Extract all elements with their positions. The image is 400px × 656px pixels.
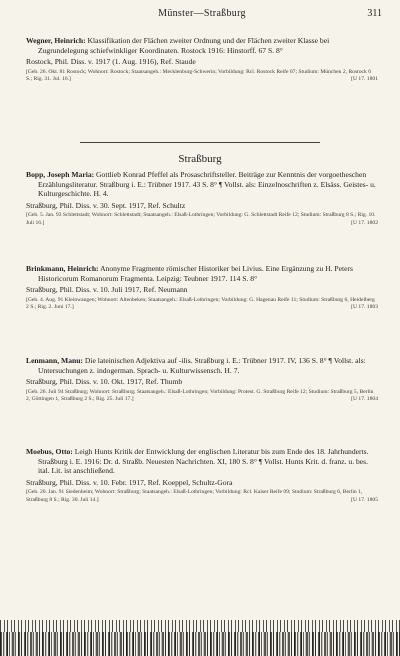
page-number: 311 bbox=[367, 8, 382, 19]
entry-biographical-info bbox=[26, 489, 378, 503]
entry-author: Lenmann, Manu: bbox=[26, 356, 83, 365]
entry-info-text: [Geb. 20. Jan. 91 Siedenheim; Wohnort: Straßburg; Staatsangeh.: Elsaß-Lothringen; Vorbildung: Rcl. Kaiser Reife 09; Studium: Straßburg 6, Berlin 1, Straßburg 8 S.; Rig. 30. Juli 14.] bbox=[26, 489, 363, 503]
entry-title: Leigh Hunts Kritik der Entwicklung der englischen Literatur bis zum Ende des 18. Jahrhunderts. Straßburg i. E. 1916: Dr. d. Straßb. Neuesten Nachrichten. XI, 180 S. 8° ¶ Vollst. Hunts Krit. d. franz. u. bes. ital. Lit. ist anschließend. bbox=[38, 447, 369, 476]
entry-title: Anonyme Fragmente römischer Historiker bei Livius. Eine Ergänzung zu H. Peters Historicorum Romanorum Fragmenta. Leipzig: Teubner 1917. 114 S. 8° bbox=[38, 264, 353, 283]
entry-author: Bopp, Joseph Maria: bbox=[26, 170, 95, 179]
entry-info-text: [Geb. 4. Aug. 91 Kleinwangen; Wohnort: Altenbeken; Staatsangeh.: Elsaß-Lothringen; Vorbildung: G. Hagenau Reife 11; Studium: Straßburg 6, Heidelberg 2 S.; Rig. 2. Juni 17.] bbox=[26, 296, 375, 310]
entry-title: Gottlieb Konrad Pfeffel als Prosaschriftsteller. Beiträge zur Kenntnis der vorgoetheschen Erzählungsliteratur. Straßburg i. E.: Trübner 1917. 43 S. 8° ¶ Vollst. als: Einzelnoschriften z. Elsäss. Geistes- u. Kulturgeschichte. H. 4. bbox=[38, 170, 376, 199]
entry-info-text: [Geb. 5. Jan. 93 Schlettstadt; Wohnort: Schlettstadt; Staatsangeh.: Elsaß-Lothringen; Vorbildung: G. Schlettstadt Reife 12; Studium: Straßburg 8 S.; Rig. 10. Juli 16.] bbox=[26, 212, 376, 226]
entry-dissertation: Rostock, Phil. Diss. v. 1917 (1. Aug. 1916), Ref. Staude bbox=[26, 57, 196, 67]
entry-info-text: [Geb. 26. Juli 94 Straßburg; Wohnort: Straßburg; Staatsangeh.: Elsaß-Lothringen; Vorbildung: Protest. G. Straßburg Reife 12; Studium: Straßburg 5, Berlin 2, Göttingen 1, Straßburg 2 S.; Rig. 25. Juli 17.] bbox=[26, 388, 374, 402]
entry-dissertation: Straßburg, Phil. Diss. v. 10. Febr. 1917, Ref. Koeppel, Schultz-Gora bbox=[26, 477, 233, 487]
bibliography-entry bbox=[26, 447, 378, 504]
divider-rule bbox=[80, 142, 320, 143]
bibliography-entry bbox=[26, 356, 378, 403]
entry-biographical-info bbox=[26, 69, 378, 83]
running-header bbox=[22, 8, 382, 22]
entry-biographical-info bbox=[26, 389, 378, 403]
scan-noise-band-dark bbox=[0, 632, 400, 656]
section-heading: Straßburg bbox=[178, 153, 222, 165]
bibliography-entry bbox=[26, 264, 378, 311]
entry-reference: [U 17. 1804 bbox=[351, 395, 378, 402]
entry-reference: [U 17. 1801 bbox=[351, 75, 378, 82]
entry-biographical-info bbox=[26, 297, 378, 311]
entry-reference: [U 17. 1805 bbox=[351, 496, 378, 503]
entry-dissertation: Straßburg, Phil. Diss. v. 10. Juli 1917, Ref. Neumann bbox=[26, 285, 188, 295]
entry-biographical-info bbox=[26, 212, 378, 226]
entry-info-text: [Geb. 26. Okt. 81 Rostock; Wohnort: Rostock; Staatsangeh.: Mecklenburg-Schwerin; Vorbildung: Rcl. Rostock Reife 07; Studium: München 2, Rostock 6 S.; Rig. 31. Jul. 16.] bbox=[26, 68, 371, 82]
bibliography-entry bbox=[26, 170, 378, 227]
entry-author: Moebus, Otto: bbox=[26, 447, 73, 456]
entry-author: Brinkmann, Heinrich: bbox=[26, 264, 99, 273]
running-header-title: Münster—Straßburg bbox=[158, 8, 246, 19]
entry-dissertation: Straßburg, Phil. Diss. v. 10. Okt. 1917, Ref. Thumb bbox=[26, 377, 183, 387]
entry-dissertation: Straßburg, Phil. Diss. v. 30. Sept. 1917, Ref. Schultz bbox=[26, 200, 186, 210]
entry-title: Klassifikation der Flächen zweiter Ordnung und der Flächen zweiter Klasse bei Zugrundelegung schiefwinkliger Koordinaten. Rostock 1916: Hinstorff. 67 S. 8° bbox=[38, 36, 330, 55]
bibliography-entry bbox=[26, 36, 378, 83]
entry-reference: [U 17. 1803 bbox=[351, 303, 378, 310]
entry-reference: [U 17. 1802 bbox=[351, 219, 378, 226]
entry-author: Wegner, Heinrich: bbox=[26, 36, 86, 45]
entry-title: Die lateinischen Adjektiva auf -ilis. Straßburg i. E.: Trübner 1917. IV, 136 S. 8° ¶ Vollst. als: Untersuchungen z. indogerman. Sprach- u. Kulturwissensch. H. 7. bbox=[38, 356, 366, 375]
